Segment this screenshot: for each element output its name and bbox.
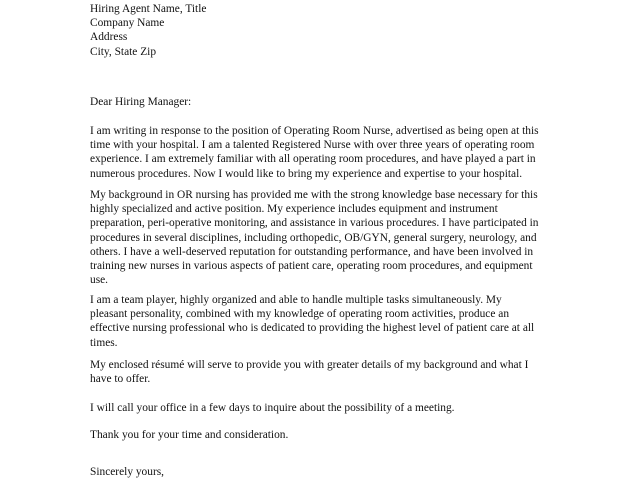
paragraph-line: Thank you for your time and consideration.: [90, 429, 289, 441]
paragraph-line: effective nursing professional who is dedicated to providing the highest level of patient care at all: [90, 322, 535, 335]
recipient-company: Company Name: [90, 17, 165, 30]
recipient-name-title: Hiring Agent Name, Title: [90, 3, 207, 15]
paragraph-line: highly specialized and active position. My experience includes equipment and instrument: [90, 203, 498, 216]
paragraph-resume: [90, 358, 560, 386]
paragraph-line: others. I have a well-deserved reputation for outstanding performance, and have been involved in: [90, 245, 534, 258]
paragraph-line: I will call your office in a few days to inquire about the possibility of a meeting.: [90, 402, 455, 414]
paragraph-line: pleasant personality, combined with my knowledge of operating room activities, produce an: [90, 308, 510, 321]
closing: Sincerely yours,: [90, 466, 165, 478]
paragraph-line: I am a team player, highly organized and able to handle multiple tasks simultaneously. My: [90, 294, 502, 306]
paragraph-intro: [90, 124, 560, 181]
paragraph-background: [90, 188, 560, 287]
paragraph-line: have to offer.: [90, 373, 151, 386]
paragraph-thanks: [90, 428, 560, 442]
paragraph-personality: [90, 293, 560, 350]
paragraph-line: My enclosed résumé will serve to provide you with greater details of my background and what I: [90, 359, 529, 371]
paragraph-line: training new nurses in various aspects of patient care, operating room procedures, and equipment: [90, 260, 533, 273]
paragraph-line: times.: [90, 336, 118, 349]
paragraph-line: My background in OR nursing has provided me with the strong knowledge base necessary for this: [90, 189, 538, 201]
paragraph-line: I am writing in response to the position of Operating Room Nurse, advertised as being open at this: [90, 125, 539, 137]
recipient-address-block: [90, 2, 206, 59]
paragraph-line: experience. I am extremely familiar with all operating room procedures, and have played a part in: [90, 153, 536, 166]
paragraph-line: time with your hospital. I am a talented Registered Nurse with over three years of operating room: [90, 139, 535, 152]
salutation: Dear Hiring Manager:: [90, 96, 192, 108]
paragraph-line: use.: [90, 274, 109, 287]
paragraph-line: preparation, peri-operative monitoring, and assistance in various procedures. I have participated in: [90, 217, 539, 230]
paragraph-line: procedures in several disciplines, including orthopedic, OB/GYN, general surgery, neurology, and: [90, 231, 537, 244]
recipient-city-state-zip: City, State Zip: [90, 45, 157, 58]
paragraph-follow-up: [90, 401, 560, 415]
recipient-address: Address: [90, 31, 128, 44]
paragraph-line: numerous procedures. Now I would like to bring my experience and expertise to your hospital.: [90, 167, 523, 180]
